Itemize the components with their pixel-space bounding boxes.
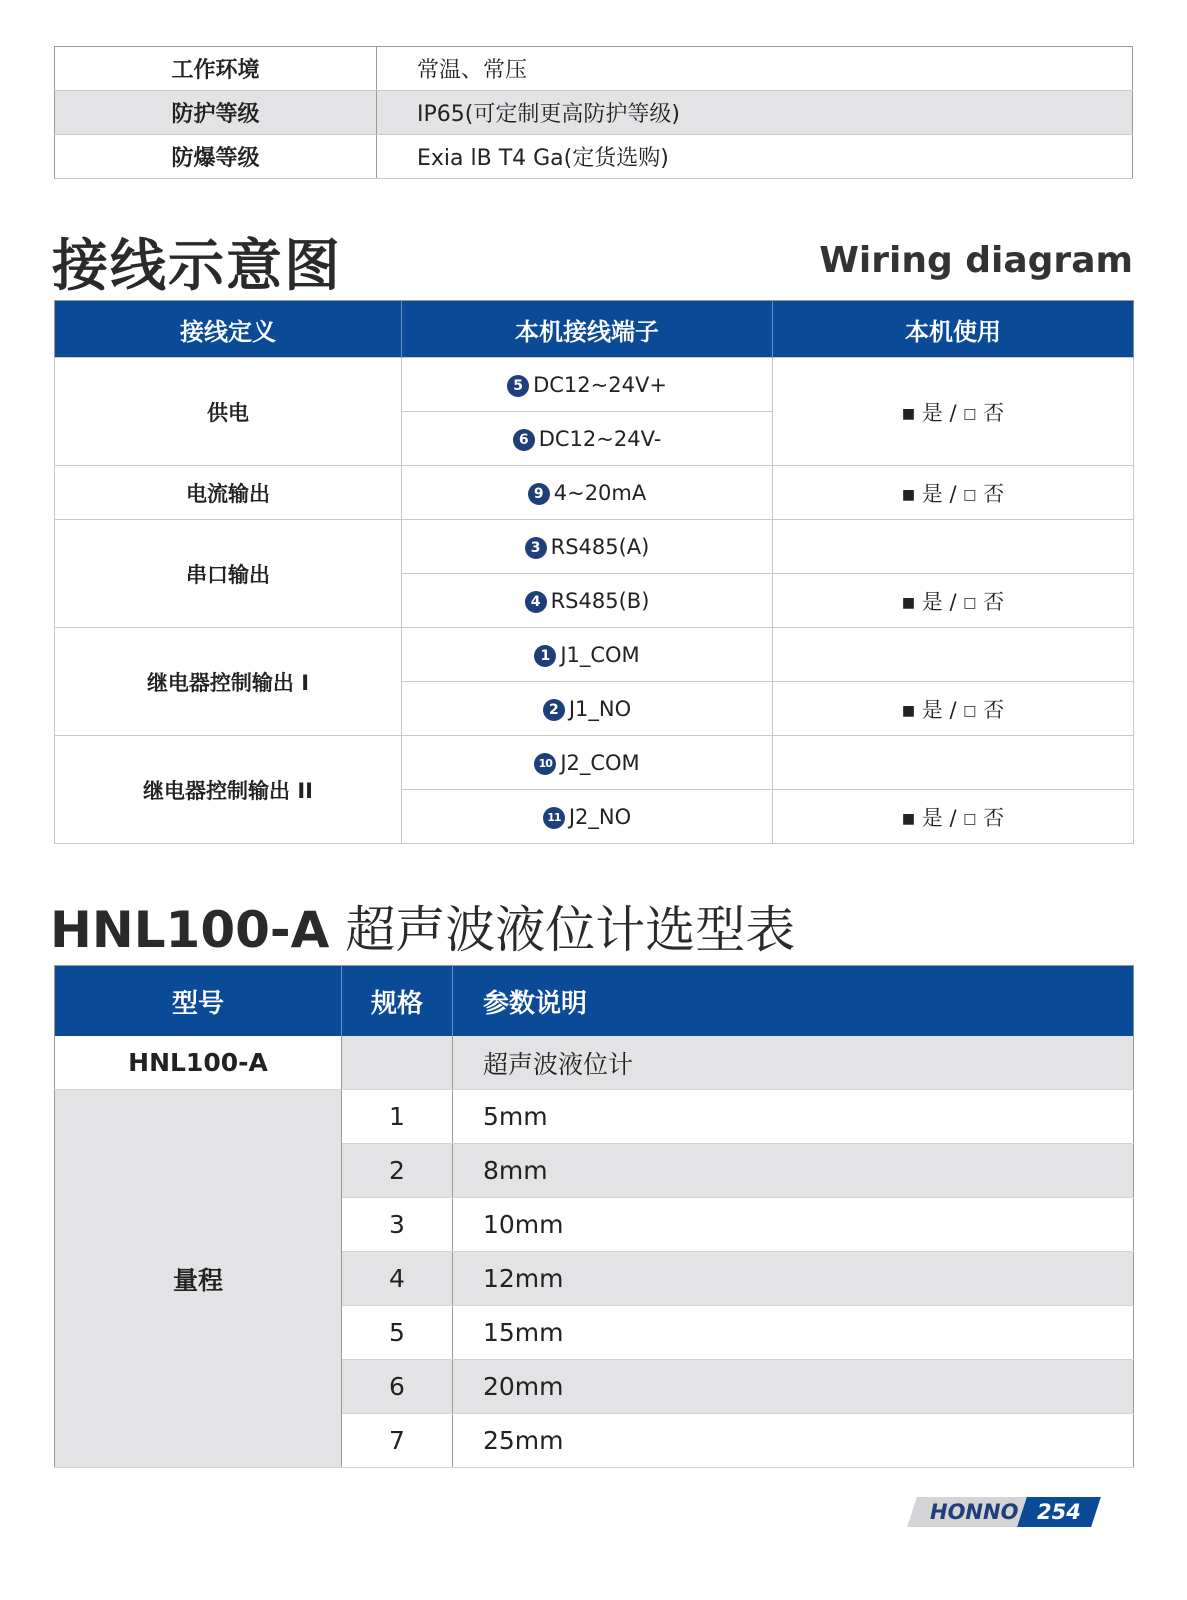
- terminal-number-badge: 2: [543, 699, 565, 721]
- terminal-label: J1_COM: [560, 642, 640, 667]
- terminal-label: J2_NO: [568, 804, 632, 829]
- spec-table: [54, 46, 1133, 179]
- selection-table: [54, 965, 1134, 1468]
- usage-yes: 是: [921, 481, 943, 506]
- terminal-cell: [402, 466, 773, 520]
- table-row: [55, 466, 1134, 520]
- terminal-number-badge: 1: [534, 645, 556, 667]
- spec-key: 工作环境: [55, 47, 377, 91]
- usage-separator: /: [949, 589, 957, 614]
- selection-header-row: [55, 966, 1134, 1037]
- terminal-cell: [402, 736, 773, 790]
- range-description: 8mm: [453, 1144, 1134, 1198]
- usage-cell: [773, 574, 1134, 628]
- range-code: 1: [342, 1090, 453, 1144]
- wiring-header: 接线定义: [55, 301, 402, 358]
- page-number: 254: [1037, 1500, 1081, 1524]
- filled-square-icon: ■: [901, 810, 916, 827]
- range-description: 20mm: [453, 1360, 1134, 1414]
- usage-cell-empty: [773, 520, 1134, 574]
- terminal-cell: [402, 520, 773, 574]
- spec-row: [55, 47, 1133, 91]
- empty-square-icon: □: [963, 486, 977, 503]
- terminal-number-badge: 11: [543, 807, 565, 829]
- terminal-label: DC12~24V+: [533, 372, 667, 397]
- range-description: 25mm: [453, 1414, 1134, 1468]
- usage-yes: 是: [921, 400, 943, 425]
- terminal-cell: [402, 790, 773, 844]
- selection-title-model: HNL100-A: [50, 901, 330, 959]
- terminal-number-badge: 6: [513, 429, 535, 451]
- terminal-label: RS485(A): [550, 534, 650, 559]
- range-label-cell: 量程: [55, 1090, 342, 1468]
- usage-cell-empty: [773, 736, 1134, 790]
- range-description: 10mm: [453, 1198, 1134, 1252]
- table-row: [55, 628, 1134, 682]
- range-code: 4: [342, 1252, 453, 1306]
- wiring-definition: 继电器控制输出 I: [55, 628, 402, 736]
- range-code: 6: [342, 1360, 453, 1414]
- range-description: 5mm: [453, 1090, 1134, 1144]
- usage-separator: /: [949, 697, 957, 722]
- spec-row: [55, 135, 1133, 179]
- model-description: 超声波液位计: [453, 1036, 1134, 1090]
- selection-title: [50, 890, 795, 962]
- wiring-table: [54, 300, 1134, 844]
- terminal-label: RS485(B): [550, 588, 650, 613]
- usage-separator: /: [949, 400, 957, 425]
- terminal-label: J2_COM: [560, 750, 640, 775]
- table-row: [55, 736, 1134, 790]
- wiring-definition: 供电: [55, 358, 402, 466]
- range-code: 2: [342, 1144, 453, 1198]
- terminal-cell: [402, 574, 773, 628]
- table-row: [55, 358, 1134, 412]
- terminal-number-badge: 9: [528, 483, 550, 505]
- selection-header: 规格: [342, 966, 453, 1037]
- table-row: [55, 1090, 1134, 1144]
- filled-square-icon: ■: [901, 702, 916, 719]
- terminal-label: DC12~24V-: [538, 426, 662, 451]
- usage-separator: /: [949, 805, 957, 830]
- usage-no: 否: [983, 400, 1005, 425]
- filled-square-icon: ■: [901, 486, 916, 503]
- spec-value: IP65(可定制更高防护等级): [377, 91, 1133, 135]
- usage-no: 否: [983, 805, 1005, 830]
- range-code: 7: [342, 1414, 453, 1468]
- spec-code-empty: [342, 1036, 453, 1090]
- usage-no: 否: [983, 697, 1005, 722]
- terminal-number-badge: 3: [525, 537, 547, 559]
- usage-no: 否: [983, 589, 1005, 614]
- range-description: 15mm: [453, 1306, 1134, 1360]
- wiring-definition: 串口输出: [55, 520, 402, 628]
- wiring-definition: 继电器控制输出 II: [55, 736, 402, 844]
- range-description: 12mm: [453, 1252, 1134, 1306]
- empty-square-icon: □: [963, 594, 977, 611]
- table-row: [55, 1036, 1134, 1090]
- footer-brand-badge: [912, 1497, 1096, 1527]
- spec-value: 常温、常压: [377, 47, 1133, 91]
- selection-title-text: 超声波液位计选型表: [345, 901, 796, 959]
- usage-yes: 是: [921, 697, 943, 722]
- filled-square-icon: ■: [901, 405, 916, 422]
- usage-cell: [773, 682, 1134, 736]
- usage-cell: [773, 790, 1134, 844]
- terminal-cell: [402, 412, 773, 466]
- terminal-cell: [402, 358, 773, 412]
- terminal-number-badge: 4: [525, 591, 547, 613]
- model-cell: HNL100-A: [55, 1036, 342, 1090]
- usage-separator: /: [949, 481, 957, 506]
- terminal-label: J1_NO: [568, 696, 632, 721]
- filled-square-icon: ■: [901, 594, 916, 611]
- spec-value: Exia lB T4 Ga(定货选购): [377, 135, 1133, 179]
- empty-square-icon: □: [963, 405, 977, 422]
- spec-row: [55, 91, 1133, 135]
- empty-square-icon: □: [963, 702, 977, 719]
- wiring-title-cn: 接线示意图: [52, 234, 342, 299]
- usage-cell-empty: [773, 628, 1134, 682]
- terminal-number-badge: 5: [507, 375, 529, 397]
- usage-yes: 是: [921, 805, 943, 830]
- spec-key: 防护等级: [55, 91, 377, 135]
- range-code: 5: [342, 1306, 453, 1360]
- table-row: [55, 520, 1134, 574]
- terminal-number-badge: 10: [534, 753, 556, 775]
- wiring-header: 本机使用: [773, 301, 1134, 358]
- selection-header: 参数说明: [453, 966, 1134, 1037]
- empty-square-icon: □: [963, 810, 977, 827]
- wiring-header: 本机接线端子: [402, 301, 773, 358]
- terminal-label: 4~20mA: [553, 480, 647, 505]
- usage-yes: 是: [921, 589, 943, 614]
- wiring-definition: 电流输出: [55, 466, 402, 520]
- wiring-title-en: Wiring diagram: [819, 240, 1133, 281]
- usage-cell: [773, 466, 1134, 520]
- usage-cell: [773, 358, 1134, 466]
- wiring-header-row: [55, 301, 1134, 358]
- terminal-cell: [402, 682, 773, 736]
- usage-no: 否: [983, 481, 1005, 506]
- brand-name: HONNO: [930, 1500, 1019, 1524]
- range-code: 3: [342, 1198, 453, 1252]
- selection-header: 型号: [55, 966, 342, 1037]
- spec-key: 防爆等级: [55, 135, 377, 179]
- terminal-cell: [402, 628, 773, 682]
